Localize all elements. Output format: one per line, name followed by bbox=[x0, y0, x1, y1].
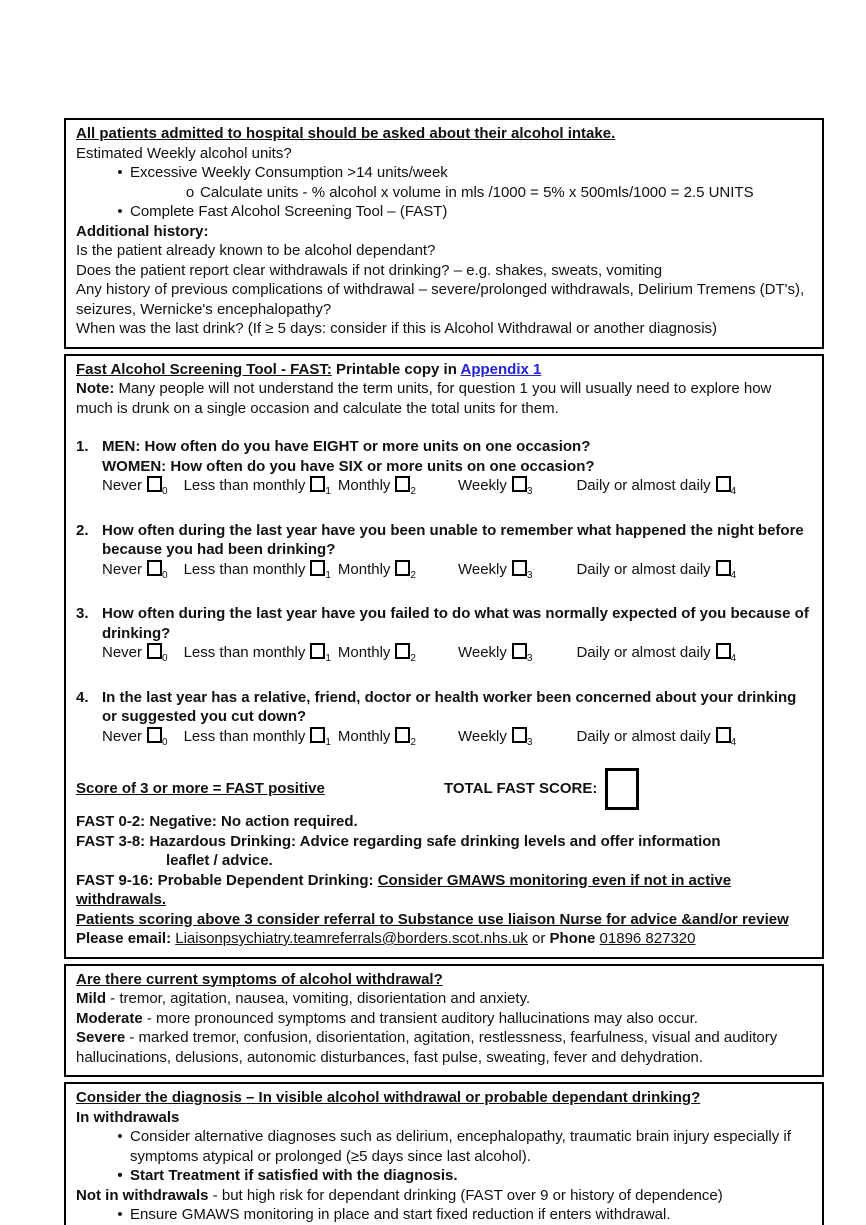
question-text: How often during the last year have you been unable to remember what happened the night before because you had been drinking? bbox=[102, 521, 804, 558]
fast-question-2 bbox=[76, 521, 812, 560]
intro-line: Estimated Weekly alcohol units? bbox=[76, 144, 292, 162]
checkbox-icon[interactable] bbox=[512, 643, 527, 659]
bullet-item bbox=[76, 163, 812, 183]
email-link[interactable]: Liaisonpsychiatry.teamreferrals@borders.scot.nhs.uk bbox=[175, 930, 528, 947]
sub-bullet-item bbox=[76, 183, 812, 203]
or-text: or bbox=[527, 930, 550, 947]
question-text: How often during the last year have you failed to do what was normally expected of you because of drinking? bbox=[102, 605, 809, 642]
checkbox-icon[interactable] bbox=[512, 560, 527, 576]
mild-symptoms: Mild - tremor, agitation, nausea, vomiting, disorientation and anxiety. bbox=[76, 990, 531, 1007]
section-title: All patients admitted to hospital should be asked about their alcohol intake. bbox=[76, 125, 616, 142]
in-withdrawals-label: In withdrawals bbox=[76, 1108, 180, 1126]
option-less-than-monthly: Less than monthly $_1$ bbox=[183, 644, 331, 664]
section-title: Are there current symptoms of alcohol withdrawal? bbox=[76, 970, 443, 988]
checkbox-icon[interactable] bbox=[512, 476, 527, 492]
option-never: Never $_0$ bbox=[102, 477, 168, 497]
section-title: Fast Alcohol Screening Tool - FAST: bbox=[76, 360, 332, 378]
contact-line bbox=[76, 929, 812, 949]
fast-9-16-rule: FAST 9-16: Probable Dependent Drinking: Consider GMAWS monitoring even if not in active withdrawals. bbox=[76, 871, 732, 908]
option-weekly: Weekly $_3$ bbox=[457, 560, 533, 581]
bullet-text: Excessive Weekly Consumption >14 units/week bbox=[130, 164, 448, 181]
option-daily: Daily or almost daily $_4$ bbox=[576, 727, 737, 748]
bullet-text: Ensure GMAWS monitoring in place and start fixed reduction if enters withdrawal. bbox=[130, 1206, 671, 1223]
bullet-item bbox=[76, 1166, 812, 1186]
checkbox-icon[interactable] bbox=[395, 727, 410, 743]
fast-3-8-rule: FAST 3-8: Hazardous Drinking: Advice regarding safe drinking levels and offer information leaflet / advice. bbox=[76, 832, 721, 869]
not-in-withdrawals-label: Not in withdrawals bbox=[76, 1186, 209, 1204]
question-text: In the last year has a relative, friend, doctor or health worker been concerned about your drinking or suggested you cut down? bbox=[102, 688, 797, 725]
option-daily: Daily or almost daily $_4$ bbox=[576, 644, 737, 664]
bullet-icon: • bbox=[117, 1128, 123, 1145]
checkbox-icon[interactable] bbox=[310, 643, 325, 659]
checkbox-icon[interactable] bbox=[716, 643, 731, 659]
document-content bbox=[64, 118, 824, 1225]
option-less-than-monthly: Less than monthly $_1$ bbox=[183, 560, 331, 581]
alcohol-intake-section bbox=[64, 118, 824, 349]
moderate-symptoms: Moderate - more pronounced symptoms and transient auditory hallucinations may also occur. bbox=[76, 1009, 698, 1027]
option-less-than-monthly: Less than monthly $_1$ bbox=[183, 477, 331, 497]
fast-question-4 bbox=[76, 688, 812, 727]
checkbox-icon[interactable] bbox=[716, 727, 731, 743]
note-paragraph bbox=[76, 379, 812, 418]
fast-positive-rule: Score of 3 or more = FAST positive bbox=[76, 780, 325, 798]
severe-symptoms: Severe - marked tremor, confusion, disorientation, agitation, restlessness, fearfulness, visual and auditory hallucinations, delusions, autonomic disturbances, fast pulse, sweating, fever and dehydration. bbox=[76, 1029, 778, 1066]
sub-bullet-text: Calculate units - % alcohol x volume in mls /1000 = 5% x 500mls/1000 = 2.5 UNITS bbox=[200, 183, 754, 201]
checkbox-icon[interactable] bbox=[147, 643, 162, 659]
bullet-text: Complete Fast Alcohol Screening Tool – (FAST) bbox=[130, 203, 448, 220]
note-text: Many people will not understand the term units, for question 1 you will usually need to explore how much is drunk on a single occasion and calculate the total units for them. bbox=[76, 380, 772, 417]
phone-label: Phone bbox=[549, 930, 600, 947]
question-number: 3. bbox=[76, 605, 89, 622]
bullet-item bbox=[76, 1127, 812, 1166]
checkbox-icon[interactable] bbox=[395, 560, 410, 576]
option-weekly: Weekly $_3$ bbox=[457, 727, 533, 748]
option-never: Never $_0$ bbox=[102, 560, 168, 581]
option-daily: Daily or almost daily $_4$ bbox=[576, 477, 737, 497]
question-number: 2. bbox=[76, 521, 89, 539]
fast-answer-options-1 bbox=[102, 476, 812, 502]
history-question: Does the patient report clear withdrawals if not drinking? – e.g. shakes, sweats, vomiting bbox=[76, 261, 663, 279]
note-label: Note: bbox=[76, 380, 115, 397]
moderate-label: Moderate bbox=[76, 1009, 143, 1027]
bullet-icon: • bbox=[117, 1167, 123, 1184]
appendix-1-link[interactable]: Appendix 1 bbox=[460, 360, 542, 378]
history-question: When was the last drink? (If ≥ 5 days: consider if this is Alcohol Withdrawal or another diagnosis) bbox=[76, 320, 718, 337]
option-never: Never $_0$ bbox=[102, 644, 168, 664]
total-fast-score-label: TOTAL FAST SCORE: bbox=[444, 780, 598, 798]
option-daily: Daily or almost daily $_4$ bbox=[576, 560, 737, 581]
checkbox-icon[interactable] bbox=[310, 560, 325, 576]
phone-link[interactable]: 01896 827320 bbox=[599, 930, 696, 947]
bullet-text: Start Treatment if satisfied with the diagnosis. bbox=[130, 1167, 458, 1184]
checkbox-icon[interactable] bbox=[512, 727, 527, 743]
not-in-withdrawals-line: Not in withdrawals - but high risk for dependant drinking (FAST over 9 or history of dependence) bbox=[76, 1186, 723, 1204]
option-monthly: Monthly $_2$ bbox=[337, 560, 416, 581]
gmaws-monitoring-note: Consider GMAWS monitoring even if not in active withdrawals. bbox=[76, 871, 732, 908]
option-less-than-monthly: Less than monthly $_1$ bbox=[183, 727, 331, 748]
checkbox-icon[interactable] bbox=[310, 476, 325, 492]
fast-question-1 bbox=[76, 437, 812, 476]
checkbox-icon[interactable] bbox=[716, 560, 731, 576]
fast-screening-section bbox=[64, 354, 824, 959]
option-never: Never $_0$ bbox=[102, 727, 168, 748]
fast-answer-options-3 bbox=[102, 643, 812, 669]
circle-bullet-icon: o bbox=[185, 183, 195, 201]
fast-title-line bbox=[76, 360, 812, 380]
fast-0-2-rule: FAST 0-2: Negative: No action required. bbox=[76, 813, 358, 830]
diagnosis-section bbox=[64, 1082, 824, 1225]
fast-answer-options-4 bbox=[102, 727, 812, 753]
total-fast-score-box[interactable] bbox=[605, 768, 639, 810]
email-label: Please email: bbox=[76, 930, 176, 947]
fast-answer-options-2 bbox=[102, 560, 812, 586]
history-question: Any history of previous complications of withdrawal – severe/prolonged withdrawals, Delirium Tremens (DT's), seizures, Wernicke's encephalopathy? bbox=[76, 281, 805, 318]
question-number: 4. bbox=[76, 688, 89, 706]
checkbox-icon[interactable] bbox=[310, 727, 325, 743]
checkbox-icon[interactable] bbox=[147, 560, 162, 576]
additional-history-label: Additional history: bbox=[76, 222, 209, 240]
mild-label: Mild bbox=[76, 990, 106, 1007]
severe-label: Severe bbox=[76, 1029, 126, 1046]
checkbox-icon[interactable] bbox=[716, 476, 731, 492]
checkbox-icon[interactable] bbox=[395, 643, 410, 659]
option-monthly: Monthly $_2$ bbox=[337, 477, 416, 497]
question-text: MEN: How often do you have EIGHT or more units on one occasion? WOMEN: How often do you have SIX or more units on one occasion? bbox=[102, 438, 595, 475]
bullet-icon: • bbox=[117, 1206, 123, 1223]
section-title: Consider the diagnosis – In visible alcohol withdrawal or probable dependant drinking? bbox=[76, 1089, 701, 1106]
bullet-item bbox=[76, 202, 812, 222]
bullet-item bbox=[76, 1205, 812, 1225]
fast-score-row bbox=[76, 766, 812, 812]
checkbox-icon[interactable] bbox=[147, 727, 162, 743]
question-number: 1. bbox=[76, 438, 89, 455]
option-weekly: Weekly $_3$ bbox=[457, 644, 533, 664]
checkbox-icon[interactable] bbox=[147, 476, 162, 492]
withdrawal-symptoms-section bbox=[64, 964, 824, 1078]
history-question: Is the patient already known to be alcohol dependant? bbox=[76, 242, 436, 259]
checkbox-icon[interactable] bbox=[395, 476, 410, 492]
title-rest: Printable copy in bbox=[331, 360, 461, 378]
bullet-icon: • bbox=[117, 164, 123, 181]
option-weekly: Weekly $_3$ bbox=[457, 477, 533, 497]
fast-question-3 bbox=[76, 604, 812, 643]
bullet-text: Consider alternative diagnoses such as delirium, encephalopathy, traumatic brain injury especially if symptoms atypical or prolonged (≥5 days since last alcohol). bbox=[130, 1128, 791, 1165]
option-monthly: Monthly $_2$ bbox=[337, 727, 416, 748]
bullet-icon: • bbox=[117, 203, 123, 220]
option-monthly: Monthly $_2$ bbox=[337, 644, 416, 664]
referral-rule: Patients scoring above 3 consider referral to Substance use liaison Nurse for advice &and/or review bbox=[76, 910, 789, 928]
